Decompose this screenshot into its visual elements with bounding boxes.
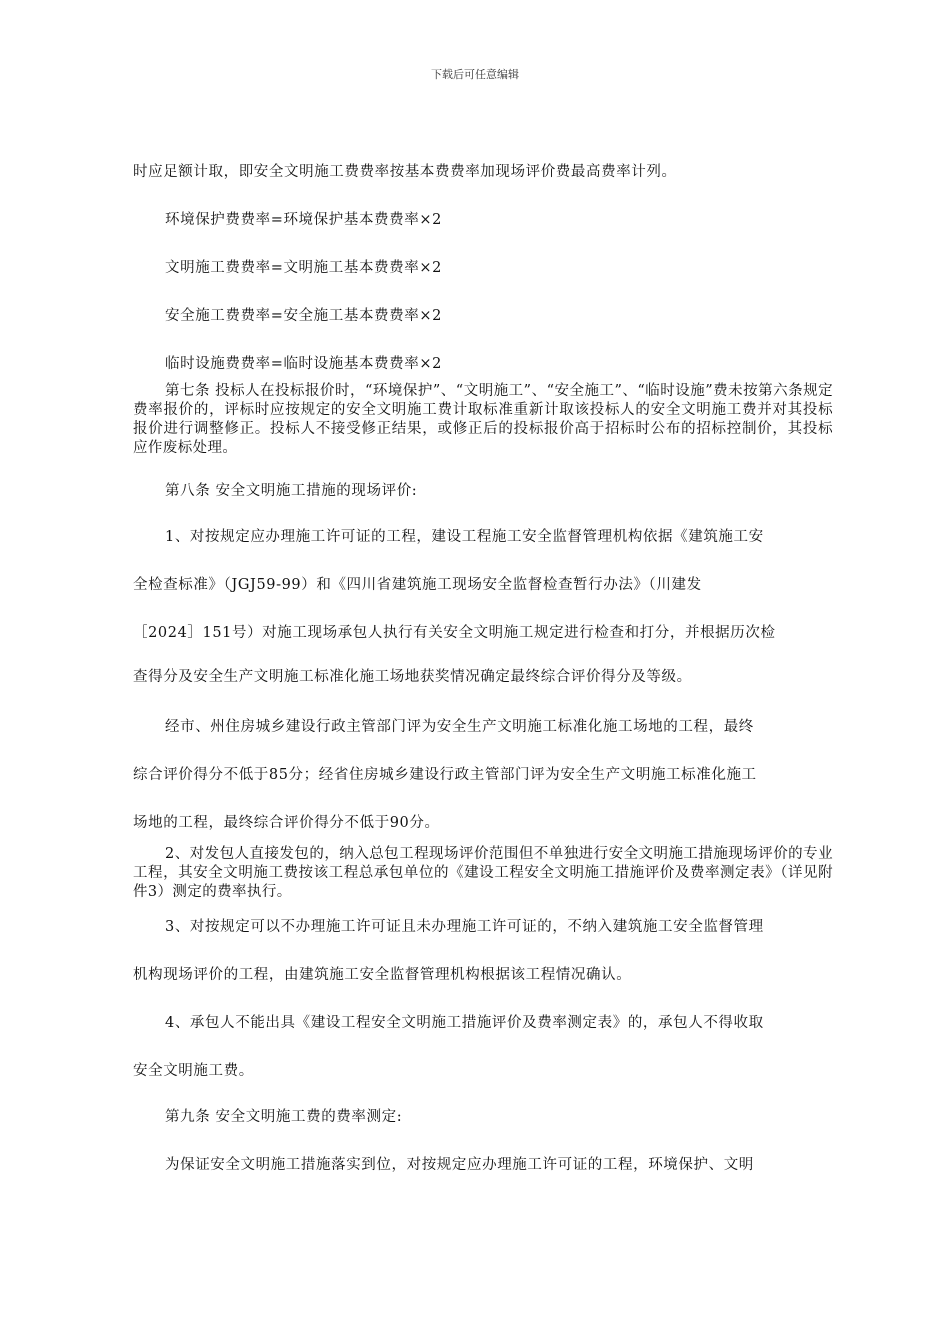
formula-temporary: 临时设施费费率=临时设施基本费费率×2 [165, 356, 442, 372]
item-3-line-1: 3、对按规定可以不办理施工许可证且未办理施工许可证的，不纳入建筑施工安全监督管理 [165, 919, 764, 935]
item-1-line-1: 1、对按规定应办理施工许可证的工程，建设工程施工安全监督管理机构依据《建筑施工安 [165, 529, 764, 545]
item-1-line-4: 查得分及安全生产文明施工标准化施工场地获奖情况确定最终综合评价得分及等级。 [133, 669, 692, 685]
formula-environmental: 环境保护费费率=环境保护基本费费率×2 [165, 212, 442, 228]
page-header: 下载后可任意编辑 [431, 68, 519, 81]
paragraph-continuation: 时应足额计取，即安全文明施工费费率按基本费费率加现场评价费最高费率计列。 [133, 164, 677, 180]
item-4-line-1: 4、承包人不能出具《建设工程安全文明施工措施评价及费率测定表》的，承包人不得收取 [165, 1015, 764, 1031]
item-4-line-2: 安全文明施工费。 [133, 1063, 254, 1079]
article-9-heading: 第九条 安全文明施工费的费率测定: [165, 1109, 403, 1125]
formula-civilized: 文明施工费费率=文明施工基本费费率×2 [165, 260, 442, 276]
formula-safety: 安全施工费费率=安全施工基本费费率×2 [165, 308, 442, 324]
item-2: 2、对发包人直接发包的，纳入总包工程现场评价范围但不单独进行安全文明施工措施现场评价的专业工程，其安全文明施工费按该工程总承包单位的《建设工程安全文明施工措施评价及费率测定表》（详见附件3）测定的费率执行。 [133, 846, 833, 900]
item-1-line-3: ［2024］151号）对施工现场承包人执行有关安全文明施工规定进行检查和打分，并根据历次检 [133, 625, 776, 641]
item-1b-line-3: 场地的工程，最终综合评价得分不低于90分。 [133, 815, 440, 831]
item-1b-line-2: 综合评价得分不低于85分；经省住房城乡建设行政主管部门评为安全生产文明施工标准化施工 [133, 767, 757, 783]
article-7: 第七条 投标人在投标报价时，“环境保护”、“文明施工”、“安全施工”、“临时设施”费未按第六条规定费率报价的，评标时应按规定的安全文明施工费计取标准重新计取该投标人的安全文明施工费并对其投标报价进行调整修正。投标人不接受修正结果，或修正后的投标报价高于招标时公布的招标控制价，其投标应作废标处理。 [133, 383, 833, 456]
item-1-line-2: 全检查标准》（JGJ59-99）和《四川省建筑施工现场安全监督检查暂行办法》（川建发 [133, 577, 702, 593]
item-1b-line-1: 经市、州住房城乡建设行政主管部门评为安全生产文明施工标准化施工场地的工程，最终 [165, 719, 754, 735]
item-3-line-2: 机构现场评价的工程，由建筑施工安全监督管理机构根据该工程情况确认。 [133, 967, 632, 983]
article-9-body: 为保证安全文明施工措施落实到位，对按规定应办理施工许可证的工程，环境保护、文明 [165, 1157, 754, 1173]
article-8-heading: 第八条 安全文明施工措施的现场评价: [165, 483, 418, 499]
